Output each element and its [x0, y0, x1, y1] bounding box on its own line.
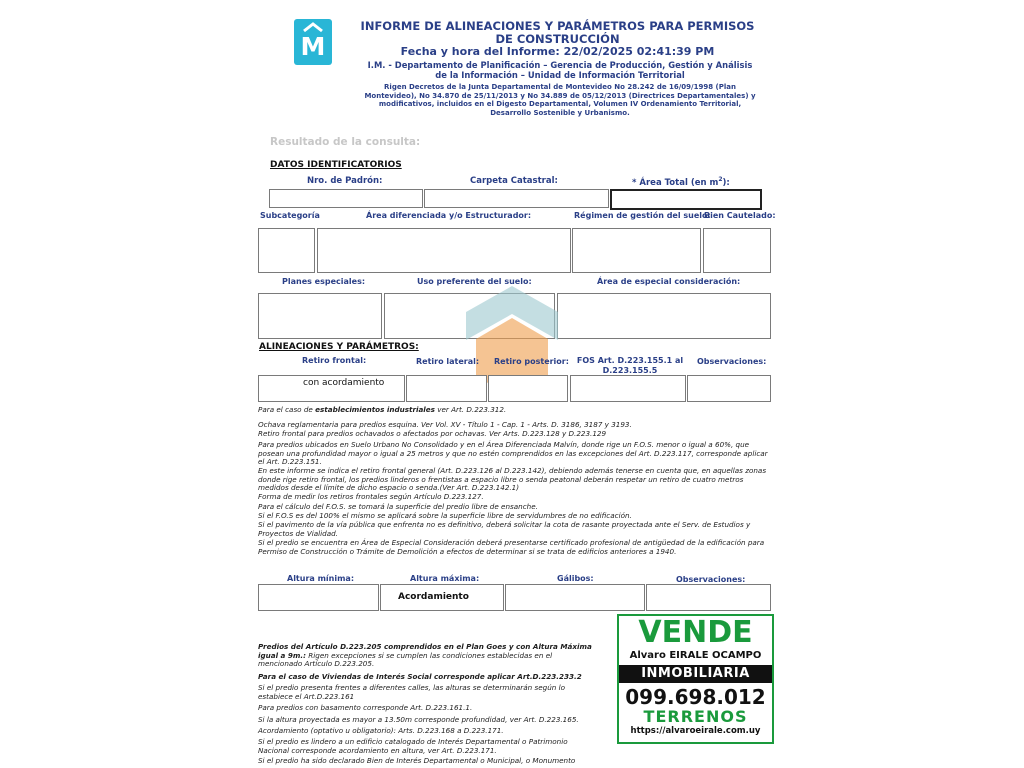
ident-heading: DATOS IDENTIFICATORIOS [270, 160, 402, 170]
note-retiro-frontal-general: En este informe se indica el retiro frontal general (Art. D.223.126 al D.223.142), debiendo además tenerse en cuenta que, en aquellas zonas donde rige retiro frontal, los predios linderos o frentistas a espacio libre o senda peatonal deberán respetar un retiro de cuatro metros medidos desde el límite de dicho espacio o senda.(Ver Art. D.223.142.1) [258, 466, 767, 493]
padron-field [269, 189, 423, 208]
planes-especiales-field [258, 293, 382, 339]
real-estate-ad [617, 614, 774, 744]
area-especial-label: Área de especial consideración: [597, 277, 741, 286]
note-pavimento: Si el pavimento de la vía pública que enfrenta no es definitivo, deberá solicitar la cota de rasante proyectada ante el Serv. de Estudios y Proyectos de Vialidad. [258, 520, 751, 538]
fos-label: FOS Art. D.223.155.1 al D.223.155.5 [576, 356, 684, 375]
note-lindero-catalogado: Si el predio es lindero a un edificio catalogado de Interés Departamental o Patrimonio Nacional corresponde acordamiento en altura, ver Art. D.223.171. [258, 737, 568, 755]
note-plan-goes [258, 643, 596, 669]
note-industriales [258, 406, 770, 415]
area-total-label [632, 176, 730, 188]
note-altura-proyectada: Si la altura proyectada es mayor a 13.50m corresponde profundidad, ver Art. D.223.165. [258, 715, 579, 724]
retiro-lateral-label: Retiro lateral: [416, 357, 480, 366]
retiro-frontal-label: Retiro frontal: [302, 356, 367, 365]
subcategoria-field [258, 228, 315, 273]
retiro-posterior-field [488, 375, 568, 402]
area-especial-field [557, 293, 771, 339]
note-retiro-ochavados: Retiro frontal para predios ochavados o afectados por ochavas. Ver Arts. D.223.128 y D.223.129 [258, 429, 607, 438]
altura-maxima-label: Altura máxima: [410, 574, 480, 583]
carpeta-label: Carpeta Catastral: [470, 176, 558, 186]
altura-maxima-value: Acordamiento [398, 592, 469, 602]
uso-preferente-label: Uso preferente del suelo: [417, 277, 532, 286]
note-industriales-bold: establecimientos industriales [315, 405, 435, 414]
intendencia-logo-icon [294, 19, 332, 65]
result-label: Resultado de la consulta: [270, 136, 421, 148]
ad-terrenos: TERRENOS [643, 707, 748, 726]
note-plan-goes-bold: Predios del Artículo D.223.205 comprendidos en el Plan Goes y con Altura Máxima igual a 9m.: [258, 642, 592, 660]
note-suelo-urbano: Para predios ubicados en Suelo Urbano No Consolidado y en el Área Diferenciada Malvín, donde rige un F.O.S. menor o igual a 60%, que posean una profundidad mayor o igual a 25 metros y que no estén comprendidos en las excepciones del Art. D.223.117, corresponde aplicar el Art. D.223.151. [258, 440, 768, 467]
area-total-text: * Área Total (en m [632, 177, 719, 188]
regimen-field [572, 228, 701, 273]
ad-phone: 099.698.012 [625, 685, 766, 709]
note-ochava: Ochava reglamentaria para predios esquina. Ver Vol. XV - Título 1 - Cap. 1 - Arts. D. 3186, 3187 y 3193. [258, 420, 632, 429]
observaciones-field [687, 375, 771, 402]
galibos-label: Gálibos: [557, 574, 594, 583]
note-vivienda-social [258, 673, 596, 682]
ad-inmobiliaria: INMOBILIARIA [619, 665, 772, 683]
retiro-frontal-value: con acordamiento [303, 378, 385, 388]
ad-url: https://alvaroeirale.com.uy [630, 726, 761, 736]
bien-cautelado-label: Bien Cautelado: [704, 211, 776, 220]
retiro-posterior-label: Retiro posterior: [494, 357, 569, 366]
logo-letter: M [300, 32, 326, 61]
alineaciones-heading: ALINEACIONES Y PARÁMETROS: [259, 342, 419, 352]
note-calculo-fos: Para el cálculo del F.O.S. se tomará la superficie del predio libre de ensanche. [258, 502, 538, 511]
note-frentes-diferentes: Si el predio presenta frentes a diferentes calles, las alturas se determinarán según lo estabiece el Art.D.223.161 [258, 683, 566, 701]
note-especial-consideracion: Si el predio se encuentra en Área de Especial Consideración deberá presentarse certificado profesional de antigüedad de la edificación para Permiso de Construcción o Trámite de Demolición a efectos de determinar si se trata de edificios anteriores a 1940. [258, 538, 765, 556]
note-bien-interes: Si el predio ha sido declarado Bien de Interés Departamental o Municipal, o Monumento [258, 756, 576, 765]
report-title: INFORME DE ALINEACIONES Y PARÁMETROS PARA PERMISOS DE CONSTRUCCIÓN [360, 19, 755, 46]
galibos-field [505, 584, 645, 611]
area-total-field [610, 189, 762, 210]
note-industriales-post: ver Art. D.223.312. [434, 405, 507, 414]
observaciones-label: Observaciones: [697, 357, 767, 366]
note-vivienda-social-bold: Para el caso de Viviendas de Interés Social corresponde aplicar Art.D.223.233.2 [258, 672, 582, 681]
report-decrees: Rigen Decretos de la Junta Departamental de Montevideo No 28.242 de 16/09/1998 (Plan Montevideo), No 34.870 de 25/11/2013 y No 34.889 de 05/12/2013 (Directrices Departamentales) y modificativos, incluidos en el Digesto Departamental, Volumen IV Ordenamiento Territorial, Desarrollo Sostenible y Urbanismo. [364, 83, 756, 117]
area-diferenciada-label: Área diferenciada y/o Estructurador: [366, 211, 532, 220]
padron-label: Nro. de Padrón: [307, 176, 383, 186]
alturas-observaciones-field [646, 584, 771, 611]
retiro-lateral-field [406, 375, 487, 402]
note-industriales-pre: Para el caso de [258, 405, 316, 414]
regimen-label: Régimen de gestión del suelo: [574, 211, 711, 220]
fos-field [570, 375, 686, 402]
note-basamento: Para predios con basamento corresponde Art. D.223.161.1. [258, 703, 473, 712]
bien-cautelado-field [703, 228, 771, 273]
note-plan-goes-rest: Rigen excepciones si se cumplen las condiciones establecidas en el mencionado Artículo D.223.205. [258, 650, 553, 669]
subcategoria-label: Subcategoría [260, 211, 320, 220]
area-diferenciada-field [317, 228, 571, 273]
ad-vende: VENDE [638, 615, 753, 650]
alturas-observaciones-label: Observaciones: [676, 575, 746, 584]
altura-minima-field [258, 584, 379, 611]
note-forma-medir: Forma de medir los retiros frontales según Artículo D.223.127. [258, 492, 484, 501]
altura-minima-label: Altura mínima: [287, 574, 355, 583]
planes-especiales-label: Planes especiales: [282, 277, 366, 286]
note-fos-100: Si el F.O.S es del 100% el mismo se aplicará sobre la superficie libre de servidumbres de no edificación. [258, 511, 632, 520]
area-total-end: ): [722, 177, 730, 188]
report-datetime: Fecha y hora del Informe: 22/02/2025 02:41:39 PM [400, 45, 715, 58]
carpeta-field [424, 189, 609, 208]
note-acordamiento: Acordamiento (optativo u obligatorio): Arts. D.223.168 a D.223.171. [258, 726, 504, 735]
ad-name: Alvaro EIRALE OCAMPO [629, 650, 762, 661]
report-department: I.M. - Departamento de Planificación – Gerencia de Producción, Gestión y Análisis de la Información – Unidad de Información Territorial [367, 60, 753, 80]
area-total-sup: 2 [718, 176, 723, 183]
